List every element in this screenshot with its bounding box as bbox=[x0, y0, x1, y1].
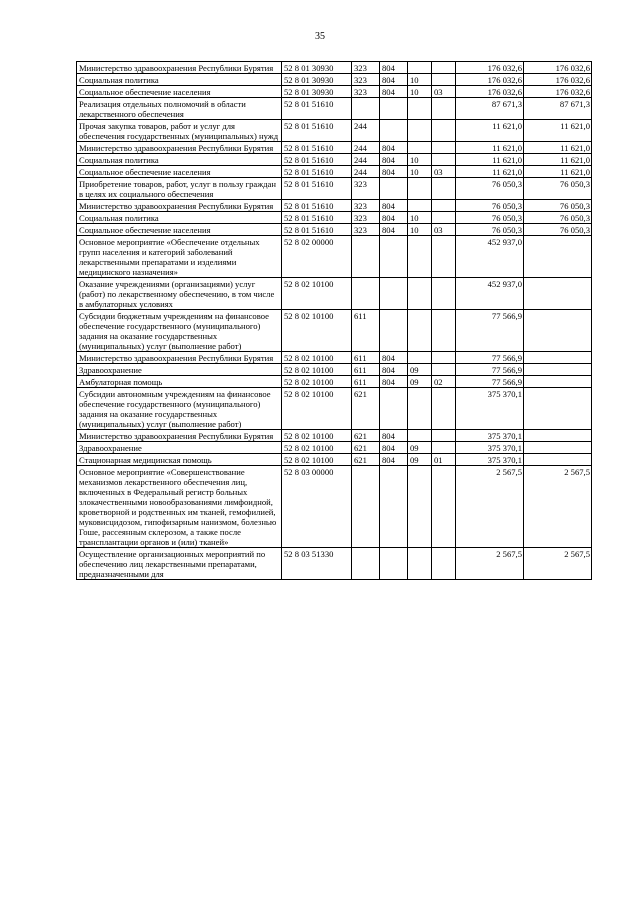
cell-expense-type: 323 bbox=[352, 74, 380, 86]
table-row bbox=[77, 120, 592, 142]
cell-target-code: 52 8 03 00000 bbox=[282, 466, 352, 548]
cell-expense-type: 611 bbox=[352, 364, 380, 376]
cell-expense-type: 621 bbox=[352, 430, 380, 442]
cell-amount-2: 176 032,6 bbox=[524, 86, 592, 98]
cell-amount-2 bbox=[524, 310, 592, 352]
cell-target-code: 52 8 01 30930 bbox=[282, 62, 352, 74]
cell-section bbox=[408, 62, 432, 74]
cell-section bbox=[408, 120, 432, 142]
cell-expense-type: 611 bbox=[352, 310, 380, 352]
cell-amount-1: 176 032,6 bbox=[456, 86, 524, 98]
cell-target-code: 52 8 03 51330 bbox=[282, 548, 352, 580]
cell-amount-1: 176 032,6 bbox=[456, 62, 524, 74]
cell-expense-type: 323 bbox=[352, 86, 380, 98]
cell-target-code: 52 8 02 10100 bbox=[282, 278, 352, 310]
cell-subsection: 03 bbox=[432, 86, 456, 98]
cell-amount-1: 11 621,0 bbox=[456, 166, 524, 178]
table-row bbox=[77, 430, 592, 442]
cell-expense-type: 244 bbox=[352, 120, 380, 142]
cell-department: 804 bbox=[380, 212, 408, 224]
cell-target-code: 52 8 01 51610 bbox=[282, 200, 352, 212]
cell-section bbox=[408, 98, 432, 120]
cell-amount-2: 11 621,0 bbox=[524, 166, 592, 178]
table-row bbox=[77, 62, 592, 74]
cell-subsection bbox=[432, 352, 456, 364]
cell-department: 804 bbox=[380, 74, 408, 86]
table-row bbox=[77, 166, 592, 178]
cell-subsection bbox=[432, 236, 456, 278]
cell-expense-type bbox=[352, 466, 380, 548]
cell-section: 09 bbox=[408, 376, 432, 388]
cell-subsection: 02 bbox=[432, 376, 456, 388]
cell-target-code: 52 8 02 10100 bbox=[282, 454, 352, 466]
cell-amount-2: 11 621,0 bbox=[524, 120, 592, 142]
cell-department bbox=[380, 120, 408, 142]
cell-section: 10 bbox=[408, 74, 432, 86]
cell-department bbox=[380, 310, 408, 352]
cell-department: 804 bbox=[380, 142, 408, 154]
cell-amount-2 bbox=[524, 442, 592, 454]
cell-target-code: 52 8 01 30930 bbox=[282, 74, 352, 86]
cell-amount-1: 76 050,3 bbox=[456, 224, 524, 236]
cell-target-code: 52 8 02 00000 bbox=[282, 236, 352, 278]
cell-expense-type bbox=[352, 236, 380, 278]
cell-subsection: 01 bbox=[432, 454, 456, 466]
cell-name: Здравоохранение bbox=[77, 364, 282, 376]
cell-name: Министерство здравоохранения Республики Бурятия bbox=[77, 430, 282, 442]
cell-amount-1: 2 567,5 bbox=[456, 548, 524, 580]
cell-amount-2: 176 032,6 bbox=[524, 74, 592, 86]
cell-subsection bbox=[432, 548, 456, 580]
cell-amount-1: 77 566,9 bbox=[456, 310, 524, 352]
cell-amount-2: 2 567,5 bbox=[524, 548, 592, 580]
cell-target-code: 52 8 01 51610 bbox=[282, 178, 352, 200]
cell-expense-type: 621 bbox=[352, 454, 380, 466]
cell-section: 09 bbox=[408, 442, 432, 454]
cell-target-code: 52 8 01 51610 bbox=[282, 120, 352, 142]
table-row bbox=[77, 142, 592, 154]
cell-amount-1: 76 050,3 bbox=[456, 212, 524, 224]
cell-amount-2 bbox=[524, 454, 592, 466]
cell-section bbox=[408, 236, 432, 278]
cell-department: 804 bbox=[380, 86, 408, 98]
cell-name: Прочая закупка товаров, работ и услуг для обеспечения государственных (муниципальных) нужд bbox=[77, 120, 282, 142]
table-row bbox=[77, 224, 592, 236]
cell-department: 804 bbox=[380, 200, 408, 212]
cell-department: 804 bbox=[380, 352, 408, 364]
cell-department: 804 bbox=[380, 376, 408, 388]
cell-amount-1: 77 566,9 bbox=[456, 352, 524, 364]
cell-section bbox=[408, 142, 432, 154]
cell-department: 804 bbox=[380, 166, 408, 178]
cell-name: Основное мероприятие «Обеспечение отдельных групп населения и категорий заболеваний лекарственными препаратами и изделиями медицинского назначения» bbox=[77, 236, 282, 278]
cell-department bbox=[380, 178, 408, 200]
cell-amount-1: 76 050,3 bbox=[456, 200, 524, 212]
cell-amount-1: 77 566,9 bbox=[456, 364, 524, 376]
cell-name: Министерство здравоохранения Республики Бурятия bbox=[77, 62, 282, 74]
cell-amount-1: 11 621,0 bbox=[456, 142, 524, 154]
table-row bbox=[77, 74, 592, 86]
table-row bbox=[77, 466, 592, 548]
cell-amount-2 bbox=[524, 430, 592, 442]
cell-expense-type: 244 bbox=[352, 166, 380, 178]
cell-expense-type: 611 bbox=[352, 352, 380, 364]
cell-department bbox=[380, 548, 408, 580]
cell-department bbox=[380, 98, 408, 120]
cell-department: 804 bbox=[380, 154, 408, 166]
cell-section bbox=[408, 200, 432, 212]
cell-amount-1: 11 621,0 bbox=[456, 120, 524, 142]
cell-amount-2 bbox=[524, 364, 592, 376]
cell-amount-1: 452 937,0 bbox=[456, 278, 524, 310]
table-row bbox=[77, 376, 592, 388]
page-number: 35 bbox=[315, 31, 325, 42]
cell-name: Оказание учреждениями (организациями) услуг (работ) по лекарственному обеспечению, в том числе в амбулаторных условиях bbox=[77, 278, 282, 310]
cell-name: Социальное обеспечение населения bbox=[77, 166, 282, 178]
cell-subsection bbox=[432, 178, 456, 200]
cell-subsection bbox=[432, 212, 456, 224]
cell-amount-2: 11 621,0 bbox=[524, 142, 592, 154]
cell-amount-2: 2 567,5 bbox=[524, 466, 592, 548]
cell-target-code: 52 8 01 51610 bbox=[282, 224, 352, 236]
cell-section: 10 bbox=[408, 154, 432, 166]
cell-expense-type: 621 bbox=[352, 388, 380, 430]
cell-section: 10 bbox=[408, 86, 432, 98]
cell-amount-1: 452 937,0 bbox=[456, 236, 524, 278]
cell-department: 804 bbox=[380, 454, 408, 466]
cell-target-code: 52 8 02 10100 bbox=[282, 310, 352, 352]
cell-amount-2: 87 671,3 bbox=[524, 98, 592, 120]
cell-name: Министерство здравоохранения Республики Бурятия bbox=[77, 352, 282, 364]
cell-amount-2: 11 621,0 bbox=[524, 154, 592, 166]
cell-name: Социальная политика bbox=[77, 212, 282, 224]
cell-amount-1: 375 370,1 bbox=[456, 388, 524, 430]
cell-target-code: 52 8 01 51610 bbox=[282, 142, 352, 154]
cell-amount-2: 76 050,3 bbox=[524, 212, 592, 224]
cell-expense-type: 621 bbox=[352, 442, 380, 454]
cell-target-code: 52 8 01 51610 bbox=[282, 154, 352, 166]
cell-expense-type bbox=[352, 548, 380, 580]
cell-section bbox=[408, 430, 432, 442]
cell-target-code: 52 8 02 10100 bbox=[282, 430, 352, 442]
cell-amount-2: 176 032,6 bbox=[524, 62, 592, 74]
cell-name: Социальное обеспечение населения bbox=[77, 224, 282, 236]
cell-subsection bbox=[432, 278, 456, 310]
cell-target-code: 52 8 01 51610 bbox=[282, 98, 352, 120]
cell-name: Приобретение товаров, работ, услуг в пользу граждан в целях их социального обеспечения bbox=[77, 178, 282, 200]
cell-subsection bbox=[432, 74, 456, 86]
cell-section bbox=[408, 310, 432, 352]
cell-expense-type: 244 bbox=[352, 142, 380, 154]
cell-expense-type: 323 bbox=[352, 224, 380, 236]
cell-amount-2 bbox=[524, 388, 592, 430]
cell-subsection bbox=[432, 364, 456, 376]
cell-subsection: 03 bbox=[432, 224, 456, 236]
cell-section bbox=[408, 352, 432, 364]
cell-amount-1: 375 370,1 bbox=[456, 430, 524, 442]
cell-name: Осуществление организационных мероприятий по обеспечению лиц лекарственными препаратами, предназначенными для bbox=[77, 548, 282, 580]
cell-section: 10 bbox=[408, 224, 432, 236]
cell-section bbox=[408, 388, 432, 430]
cell-section bbox=[408, 178, 432, 200]
cell-name: Министерство здравоохранения Республики Бурятия bbox=[77, 142, 282, 154]
table-row bbox=[77, 154, 592, 166]
cell-name: Министерство здравоохранения Республики Бурятия bbox=[77, 200, 282, 212]
cell-target-code: 52 8 02 10100 bbox=[282, 352, 352, 364]
cell-name: Реализация отдельных полномочий в области лекарственного обеспечения bbox=[77, 98, 282, 120]
cell-subsection bbox=[432, 120, 456, 142]
cell-amount-1: 77 566,9 bbox=[456, 376, 524, 388]
cell-amount-2: 76 050,3 bbox=[524, 178, 592, 200]
cell-name: Субсидии бюджетным учреждениям на финансовое обеспечение государственного (муниципального) задания на оказание государственных (муниципальных) услуг (выполнение работ) bbox=[77, 310, 282, 352]
cell-amount-2 bbox=[524, 376, 592, 388]
cell-expense-type: 323 bbox=[352, 200, 380, 212]
cell-department: 804 bbox=[380, 364, 408, 376]
cell-expense-type: 244 bbox=[352, 154, 380, 166]
cell-section: 10 bbox=[408, 166, 432, 178]
cell-subsection bbox=[432, 154, 456, 166]
cell-amount-2: 76 050,3 bbox=[524, 224, 592, 236]
cell-department: 804 bbox=[380, 430, 408, 442]
table-row bbox=[77, 364, 592, 376]
cell-subsection bbox=[432, 442, 456, 454]
cell-amount-2 bbox=[524, 236, 592, 278]
cell-subsection bbox=[432, 310, 456, 352]
cell-amount-1: 2 567,5 bbox=[456, 466, 524, 548]
cell-section: 10 bbox=[408, 212, 432, 224]
table-row bbox=[77, 548, 592, 580]
cell-expense-type bbox=[352, 278, 380, 310]
cell-department bbox=[380, 278, 408, 310]
cell-target-code: 52 8 02 10100 bbox=[282, 388, 352, 430]
cell-subsection bbox=[432, 142, 456, 154]
cell-amount-1: 87 671,3 bbox=[456, 98, 524, 120]
cell-subsection bbox=[432, 98, 456, 120]
table-row bbox=[77, 454, 592, 466]
cell-section bbox=[408, 548, 432, 580]
cell-target-code: 52 8 02 10100 bbox=[282, 442, 352, 454]
cell-name: Основное мероприятие «Совершенствование механизмов лекарственного обеспечения лиц, включенных в Федеральный регистр больных злокачественными новообразованиями лимфоидной, кроветворной и родственных им тканей, гемофилией, муковисцидозом, гипофизарным нанизмом, болезнью Гоше, рассеянным склерозом, а также после трансплантации органов и (или) тканей» bbox=[77, 466, 282, 548]
cell-subsection bbox=[432, 200, 456, 212]
cell-department: 804 bbox=[380, 62, 408, 74]
cell-target-code: 52 8 02 10100 bbox=[282, 376, 352, 388]
cell-name: Социальное обеспечение населения bbox=[77, 86, 282, 98]
table-row bbox=[77, 236, 592, 278]
cell-target-code: 52 8 02 10100 bbox=[282, 364, 352, 376]
cell-section: 09 bbox=[408, 364, 432, 376]
cell-subsection: 03 bbox=[432, 166, 456, 178]
table-row bbox=[77, 98, 592, 120]
cell-expense-type: 323 bbox=[352, 62, 380, 74]
cell-name: Стационарная медицинская помощь bbox=[77, 454, 282, 466]
table-row bbox=[77, 212, 592, 224]
table-row bbox=[77, 200, 592, 212]
cell-department bbox=[380, 466, 408, 548]
cell-name: Здравоохранение bbox=[77, 442, 282, 454]
cell-department: 804 bbox=[380, 442, 408, 454]
table-row bbox=[77, 178, 592, 200]
cell-section bbox=[408, 278, 432, 310]
cell-amount-2 bbox=[524, 278, 592, 310]
cell-amount-2: 76 050,3 bbox=[524, 200, 592, 212]
budget-table-body bbox=[77, 62, 592, 580]
table-row bbox=[77, 352, 592, 364]
cell-expense-type: 323 bbox=[352, 178, 380, 200]
table-row bbox=[77, 278, 592, 310]
cell-section: 09 bbox=[408, 454, 432, 466]
cell-subsection bbox=[432, 430, 456, 442]
cell-amount-1: 375 370,1 bbox=[456, 454, 524, 466]
cell-amount-1: 11 621,0 bbox=[456, 154, 524, 166]
cell-department: 804 bbox=[380, 224, 408, 236]
table-row bbox=[77, 388, 592, 430]
cell-subsection bbox=[432, 388, 456, 430]
table-row bbox=[77, 442, 592, 454]
cell-target-code: 52 8 01 30930 bbox=[282, 86, 352, 98]
table-row bbox=[77, 310, 592, 352]
cell-section bbox=[408, 466, 432, 548]
cell-expense-type: 323 bbox=[352, 212, 380, 224]
cell-department bbox=[380, 388, 408, 430]
cell-name: Социальная политика bbox=[77, 74, 282, 86]
cell-department bbox=[380, 236, 408, 278]
budget-table bbox=[76, 61, 592, 580]
cell-name: Социальная политика bbox=[77, 154, 282, 166]
cell-amount-2 bbox=[524, 352, 592, 364]
cell-expense-type: 611 bbox=[352, 376, 380, 388]
cell-name: Амбулаторная помощь bbox=[77, 376, 282, 388]
cell-subsection bbox=[432, 466, 456, 548]
cell-expense-type bbox=[352, 98, 380, 120]
cell-amount-1: 176 032,6 bbox=[456, 74, 524, 86]
cell-name: Субсидии автономным учреждениям на финансовое обеспечение государственного (муниципального) задания на оказание государственных (муниципальных) услуг (выполнение работ) bbox=[77, 388, 282, 430]
cell-amount-1: 375 370,1 bbox=[456, 442, 524, 454]
cell-subsection bbox=[432, 62, 456, 74]
table-row bbox=[77, 86, 592, 98]
cell-target-code: 52 8 01 51610 bbox=[282, 212, 352, 224]
cell-amount-1: 76 050,3 bbox=[456, 178, 524, 200]
cell-target-code: 52 8 01 51610 bbox=[282, 166, 352, 178]
